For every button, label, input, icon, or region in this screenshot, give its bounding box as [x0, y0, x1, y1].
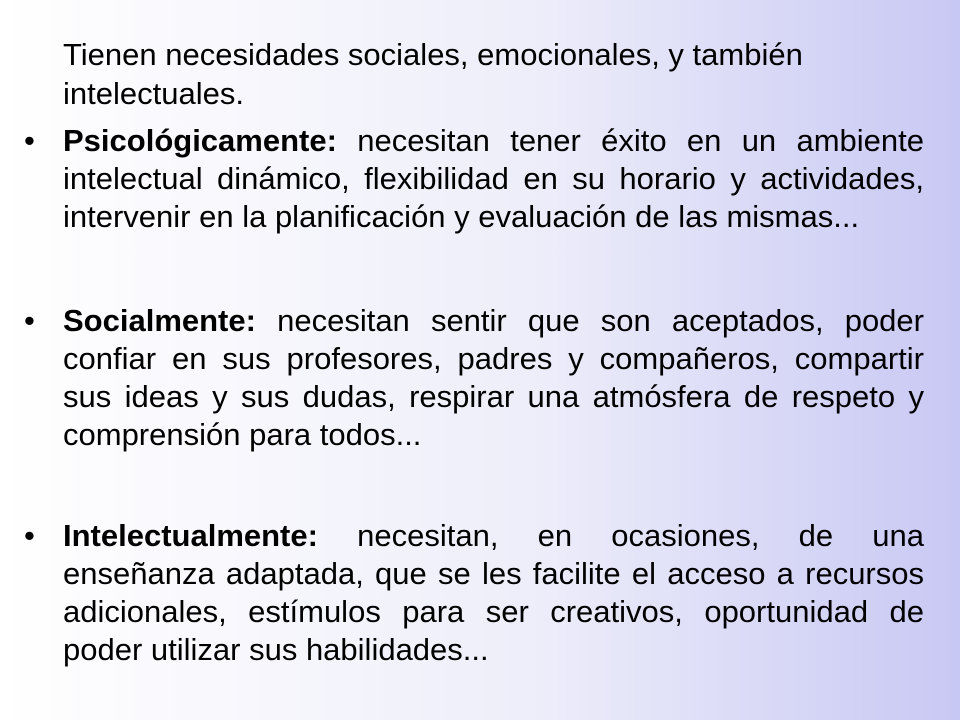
bullet-item-socialmente — [24, 302, 924, 454]
bullet-item-intelectualmente — [24, 517, 924, 669]
bullet-text — [63, 302, 924, 454]
bullet-icon: • — [24, 123, 35, 158]
bullet-lead: Intelectualmente: — [63, 518, 318, 553]
intro-paragraph: Tienen necesidades sociales, emocionales, y también intelectuales. — [63, 37, 803, 111]
bullet-item-psicologicamente — [24, 122, 924, 236]
bullet-body: necesitan sentir que son aceptados, poder confiar en sus profesores, padres y compañeros, compartir sus ideas y sus dudas, respirar una atmósfera de respeto y comprensión para todos... — [63, 303, 924, 452]
bullet-icon: • — [24, 303, 35, 338]
bullet-body: necesitan tener éxito en un ambiente intelectual dinámico, flexibilidad en su horario y actividades, intervenir en la planificación y evaluación de las mismas... — [63, 123, 924, 234]
bullet-lead: Psicológicamente: — [63, 123, 337, 158]
bullet-lead: Socialmente: — [63, 303, 256, 338]
bullet-body: necesitan, en ocasiones, de una enseñanza adaptada, que se les facilite el acceso a recursos adicionales, estímulos para ser creativos, oportunidad de poder utilizar sus habilidades... — [63, 518, 924, 667]
bullet-icon: • — [24, 518, 35, 553]
bullet-text — [63, 517, 924, 669]
bullet-text — [63, 122, 924, 236]
